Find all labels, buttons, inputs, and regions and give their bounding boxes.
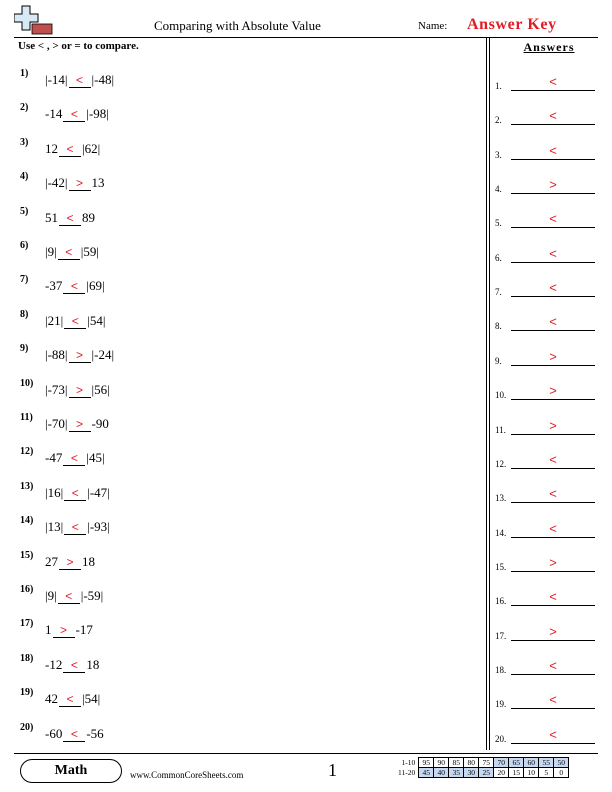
page-number: 1 — [328, 760, 337, 780]
answer-row — [495, 179, 595, 197]
problem-number: 13) — [20, 480, 34, 492]
left-operand: |16| — [45, 484, 64, 500]
problem-number: 18) — [20, 652, 34, 664]
answer-blank[interactable]: < — [64, 486, 86, 501]
answer-number: 18. — [495, 664, 507, 675]
answer-value: < — [549, 486, 557, 502]
problem-number: 3) — [20, 136, 29, 148]
answer-number: 17. — [495, 630, 507, 641]
problem-number: 6) — [20, 240, 29, 251]
score-cell: 50 — [554, 758, 569, 768]
score-cell: 85 — [449, 758, 464, 768]
left-operand: |9| — [45, 244, 57, 259]
answer-value: < — [549, 657, 557, 673]
answer-line[interactable] — [511, 124, 595, 125]
answer-line[interactable] — [511, 227, 595, 228]
score-range-label: 1-10 — [401, 758, 416, 767]
right-operand: |-24| — [91, 347, 115, 363]
right-operand: 18 — [86, 656, 100, 672]
right-operand: 13 — [91, 175, 105, 191]
right-operand: |54| — [87, 312, 106, 328]
answer-line[interactable] — [511, 296, 595, 297]
answer-value: > — [549, 177, 557, 193]
column-divider — [486, 37, 490, 750]
score-cell: 25 — [479, 768, 494, 778]
problem-expression — [45, 691, 100, 707]
right-operand: -56 — [86, 725, 104, 741]
right-operand: |-47| — [87, 484, 110, 500]
answer-value: < — [549, 142, 557, 158]
problem-expression — [45, 278, 105, 294]
answer-value: < — [549, 108, 557, 124]
problem-number: 12) — [20, 446, 34, 458]
problem-expression — [45, 313, 105, 329]
score-cell: 30 — [464, 768, 479, 778]
answer-number: 14. — [495, 527, 507, 538]
answer-number: 11. — [495, 424, 506, 435]
answer-blank[interactable]: < — [63, 451, 85, 466]
answer-blank[interactable]: < — [64, 314, 86, 329]
answer-line[interactable] — [511, 434, 595, 435]
name-label: Name: — [418, 20, 448, 32]
score-cell: 10 — [524, 768, 539, 778]
answer-number: 6. — [495, 252, 502, 263]
problem-number: 19) — [20, 687, 34, 699]
problem-number: 16) — [20, 584, 34, 595]
answer-number: 19. — [495, 699, 507, 710]
answer-number: 15. — [495, 561, 507, 572]
problem-number: 5) — [20, 205, 29, 217]
problem-expression — [45, 347, 114, 363]
score-cell: 55 — [539, 758, 554, 768]
left-operand: |9| — [45, 588, 57, 603]
website-text: www.CommonCoreSheets.com — [130, 770, 244, 780]
left-operand: -60 — [45, 725, 63, 741]
answer-blank[interactable]: > — [69, 348, 91, 363]
answer-blank[interactable]: > — [69, 417, 91, 432]
left-operand: 51 — [45, 209, 58, 225]
answer-value: > — [549, 417, 557, 433]
answer-line[interactable] — [511, 502, 595, 503]
right-operand: |54| — [82, 691, 101, 707]
left-operand: |21| — [45, 312, 64, 328]
answer-row — [495, 488, 595, 506]
right-operand: |-59| — [80, 588, 104, 603]
left-operand: -14 — [45, 106, 63, 122]
answer-row — [495, 110, 595, 128]
answer-number: 3. — [495, 149, 502, 160]
answer-line[interactable] — [511, 537, 595, 538]
answer-line[interactable] — [511, 571, 595, 572]
answer-value: > — [549, 348, 557, 364]
problem-expression — [45, 726, 104, 742]
score-cell: 20 — [494, 768, 509, 778]
score-table — [396, 757, 569, 778]
answer-blank[interactable]: < — [59, 211, 81, 226]
score-range-label: 11-20 — [398, 768, 416, 777]
answer-row — [495, 623, 595, 644]
right-operand: |56| — [91, 381, 110, 397]
answer-blank[interactable]: < — [58, 245, 80, 260]
answer-line[interactable] — [511, 330, 595, 331]
answer-blank[interactable]: > — [69, 176, 91, 191]
left-operand: -12 — [45, 656, 63, 672]
answer-number: 4. — [495, 184, 502, 195]
answer-number: 13. — [495, 493, 507, 504]
problem-expression — [45, 72, 114, 88]
answer-line[interactable] — [511, 468, 595, 469]
right-operand: |59| — [80, 244, 99, 259]
problem-expression — [45, 106, 109, 122]
left-operand: |-42| — [45, 175, 68, 191]
right-operand: -17 — [75, 622, 93, 638]
answer-value: < — [549, 211, 557, 227]
score-cell: 90 — [434, 758, 449, 768]
answer-row — [495, 245, 595, 266]
answer-row — [495, 726, 595, 747]
score-cell: 80 — [464, 758, 479, 768]
problem-number: 20) — [20, 721, 34, 733]
problem-expression — [45, 210, 95, 226]
answer-value: < — [549, 692, 557, 708]
answer-row — [495, 520, 595, 541]
answer-number: 7. — [495, 287, 502, 298]
page-title: Comparing with Absolute Value — [154, 18, 321, 33]
problem-expression — [45, 141, 100, 157]
answer-value: > — [549, 623, 557, 639]
left-operand: |-14| — [45, 72, 68, 87]
score-row — [396, 758, 569, 768]
problem-expression — [45, 657, 99, 673]
answer-row — [495, 451, 595, 472]
score-cell: 0 — [554, 768, 569, 778]
answer-blank[interactable]: < — [59, 142, 81, 157]
answer-blank[interactable]: < — [63, 658, 85, 673]
answer-row — [495, 142, 595, 163]
left-operand: |-70| — [45, 416, 68, 431]
left-operand: 12 — [45, 140, 58, 156]
score-cell: 5 — [539, 768, 554, 778]
answer-value: < — [549, 451, 557, 467]
answer-blank[interactable]: < — [58, 589, 80, 604]
problem-expression — [45, 416, 109, 432]
answer-value: > — [549, 383, 557, 399]
left-operand: -37 — [45, 278, 63, 294]
answer-blank[interactable]: < — [63, 279, 85, 294]
score-cell: 65 — [509, 758, 524, 768]
answers-title: Answers — [523, 40, 575, 54]
answer-number: 1. — [495, 81, 502, 91]
answer-row — [495, 348, 595, 369]
problem-expression — [45, 622, 93, 638]
problem-number: 17) — [20, 618, 34, 630]
answer-blank[interactable]: > — [59, 555, 81, 570]
score-cell: 75 — [479, 758, 494, 768]
problem-number: 9) — [20, 343, 29, 355]
score-cell: 45 — [419, 768, 434, 778]
right-operand: |-93| — [87, 519, 110, 535]
answer-line[interactable] — [511, 640, 595, 641]
left-operand: 42 — [45, 691, 58, 707]
answer-row — [495, 417, 595, 438]
answer-row — [495, 694, 595, 712]
answer-blank[interactable]: < — [69, 73, 91, 88]
right-operand: |62| — [82, 140, 101, 156]
answer-row — [495, 591, 595, 609]
answer-line[interactable] — [511, 159, 595, 160]
answer-row — [495, 385, 595, 403]
answer-value: < — [549, 314, 557, 330]
right-operand: |-48| — [91, 72, 115, 87]
answer-value: < — [549, 726, 557, 742]
right-operand: 18 — [82, 553, 95, 569]
answer-row — [495, 282, 595, 300]
top-divider — [14, 37, 598, 38]
score-row — [396, 768, 569, 778]
score-cell: 70 — [494, 758, 509, 768]
answer-blank[interactable]: > — [53, 623, 75, 638]
answer-row — [495, 76, 595, 94]
score-cell: 40 — [434, 768, 449, 778]
answer-value: < — [549, 589, 557, 605]
answer-value: < — [549, 280, 557, 296]
left-operand: 1 — [45, 622, 52, 638]
answer-blank[interactable]: < — [63, 727, 85, 742]
left-operand: |-88| — [45, 347, 68, 363]
problem-number: 10) — [20, 377, 34, 389]
problem-expression — [45, 519, 110, 535]
answer-value: > — [549, 554, 557, 570]
problem-expression — [45, 244, 99, 260]
problem-expression — [45, 382, 110, 398]
right-operand: 89 — [82, 209, 95, 225]
answer-blank[interactable]: < — [64, 520, 86, 535]
answer-key-label: Answer Key — [467, 16, 557, 33]
score-cell: 15 — [509, 768, 524, 778]
answer-row — [495, 554, 595, 575]
answer-line[interactable] — [511, 605, 595, 606]
score-cell: 60 — [524, 758, 539, 768]
problem-expression — [45, 450, 105, 466]
problem-number: 14) — [20, 515, 34, 527]
left-operand: 27 — [45, 553, 58, 569]
answer-value: < — [549, 520, 557, 536]
problem-number: 15) — [20, 549, 34, 561]
answer-line[interactable] — [511, 365, 595, 366]
score-cell: 35 — [449, 768, 464, 778]
problem-expression — [45, 175, 105, 191]
answer-line[interactable] — [511, 90, 595, 91]
answer-row — [495, 213, 595, 231]
answer-number: 2. — [495, 115, 502, 126]
problem-number: 8) — [20, 308, 29, 320]
answer-blank[interactable]: > — [69, 383, 91, 398]
left-operand: -47 — [45, 450, 63, 466]
problem-number: 2) — [20, 102, 29, 114]
problem-expression — [45, 588, 103, 604]
answer-line[interactable] — [511, 674, 595, 675]
plus-logo-icon — [14, 4, 54, 36]
answer-number: 9. — [495, 355, 502, 366]
problem-number: 1) — [20, 68, 29, 79]
problem-number: 7) — [20, 274, 29, 286]
answer-number: 16. — [495, 596, 507, 607]
left-operand: |13| — [45, 519, 64, 535]
right-operand: |45| — [86, 450, 105, 466]
instructions: Use < , > or = to compare. — [18, 40, 139, 52]
answer-row — [495, 657, 595, 678]
score-cell: 95 — [419, 758, 434, 768]
answer-number: 12. — [495, 458, 507, 469]
answer-line[interactable] — [511, 743, 595, 744]
answer-line[interactable] — [511, 193, 595, 194]
right-operand: |69| — [86, 278, 105, 294]
answer-value: < — [549, 245, 557, 261]
problem-expression — [45, 485, 110, 501]
answer-blank[interactable]: < — [63, 107, 85, 122]
right-operand: -90 — [91, 416, 109, 431]
answer-value: < — [549, 74, 557, 89]
answer-number: 5. — [495, 218, 502, 229]
answer-number: 8. — [495, 321, 502, 332]
answer-line[interactable] — [511, 262, 595, 263]
answer-line[interactable] — [511, 399, 595, 400]
problem-number: 11) — [20, 412, 33, 423]
answer-number: 10. — [495, 390, 507, 401]
problem-number: 4) — [20, 171, 29, 183]
bottom-divider — [14, 753, 598, 754]
left-operand: |-73| — [45, 381, 68, 397]
answer-row — [495, 316, 595, 334]
answer-blank[interactable]: < — [59, 692, 81, 707]
subject-badge: Math — [20, 759, 122, 783]
problem-expression — [45, 554, 95, 570]
answer-number: 20. — [495, 733, 507, 744]
right-operand: |-98| — [86, 106, 109, 122]
answer-line[interactable] — [511, 708, 595, 709]
